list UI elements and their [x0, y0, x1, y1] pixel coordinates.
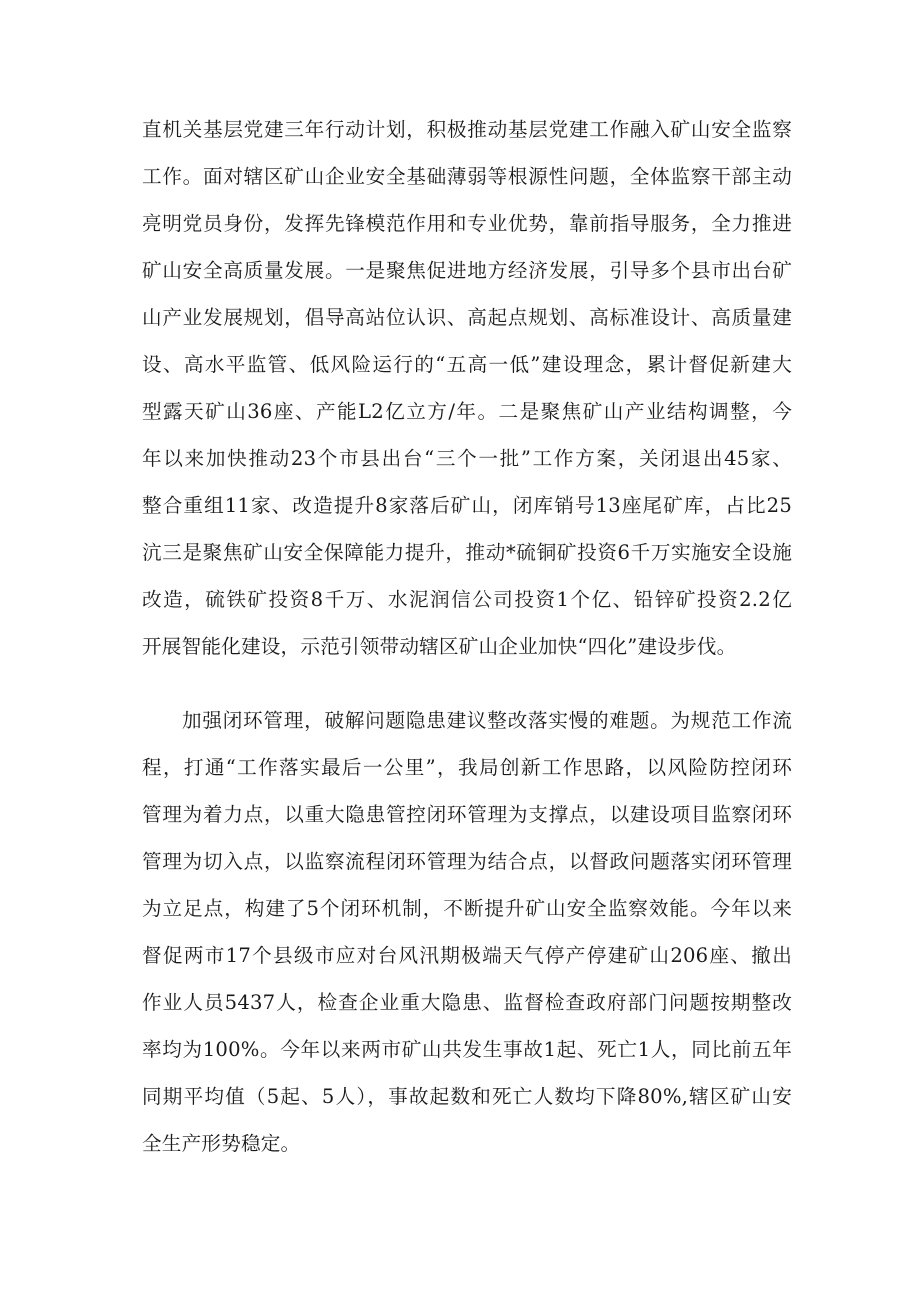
text-line: 直机关基层党建三年行动计划，积极推动基层党建工作融入矿山安全监察 — [142, 118, 792, 141]
paragraph-closed-loop-management — [142, 697, 792, 1167]
text-line: 全生产形势稳定。 — [142, 1132, 301, 1155]
text-line: 亮明党员身份，发挥先锋模范作用和专业优势，靠前指导服务，全力推进 — [142, 212, 792, 235]
text-line: 程，打通“工作落实最后一公里”，我局创新工作思路，以风险防控闭环 — [142, 756, 792, 779]
text-line: 率均为100%。今年以来两市矿山共发生事故1起、死亡1人，同比前五年 — [142, 1038, 792, 1061]
text-line: 年以来加快推动23个市县出台“三个一批”工作方案，关闭退出45家、 — [142, 447, 792, 470]
text-line: 开展智能化建设，示范引领带动辖区矿山企业加快“四化”建设步伐。 — [142, 635, 737, 658]
text-line: 为立足点，构建了5个闭环机制，不断提升矿山安全监察效能。今年以来 — [142, 897, 792, 920]
text-line: 同期平均值（5起、5人），事故起数和死亡人数均下降80%,辖区矿山安 — [142, 1085, 792, 1108]
text-line: 整合重组11家、改造提升8家落后矿山，闭库销号13座尾矿库，占比25 — [142, 494, 792, 517]
text-line: 工作。面对辖区矿山企业安全基础薄弱等根源性问题，全体监察干部主动 — [142, 165, 792, 188]
text-line: 督促两市17个县级市应对台风汛期极端天气停产停建矿山206座、撤出 — [142, 944, 792, 967]
text-line: 矿山安全高质量发展。一是聚焦促进地方经济发展，引导多个县市出台矿 — [142, 259, 792, 282]
text-line: 设、高水平监管、低风险运行的“五高一低”建设理念，累计督促新建大 — [142, 353, 792, 376]
text-line: 型露天矿山36座、产能L2亿立方/年。二是聚焦矿山产业结构调整，今 — [142, 400, 792, 423]
text-line: 改造，硫铁矿投资8千万、水泥润信公司投资1个亿、铅锌矿投资2.2亿 — [142, 588, 792, 611]
text-line: 作业人员5437人，检查企业重大隐患、监督检查政府部门问题按期整改 — [142, 991, 792, 1014]
text-line: 加强闭环管理，破解问题隐患建议整改落实慢的难题。为规范工作流 — [182, 709, 792, 732]
paragraph-party-building — [142, 106, 792, 670]
text-line: 沆三是聚焦矿山安全保障能力提升，推动*硫铜矿投资6千万实施安全设施 — [142, 541, 792, 564]
text-line: 山产业发展规划，倡导高站位认识、高起点规划、高标准设计、高质量建 — [142, 306, 792, 329]
text-line: 管理为着力点，以重大隐患管控闭环管理为支撑点，以建设项目监察闭环 — [142, 803, 792, 826]
text-line: 管理为切入点，以监察流程闭环管理为结合点，以督政问题落实闭环管理 — [142, 850, 792, 873]
